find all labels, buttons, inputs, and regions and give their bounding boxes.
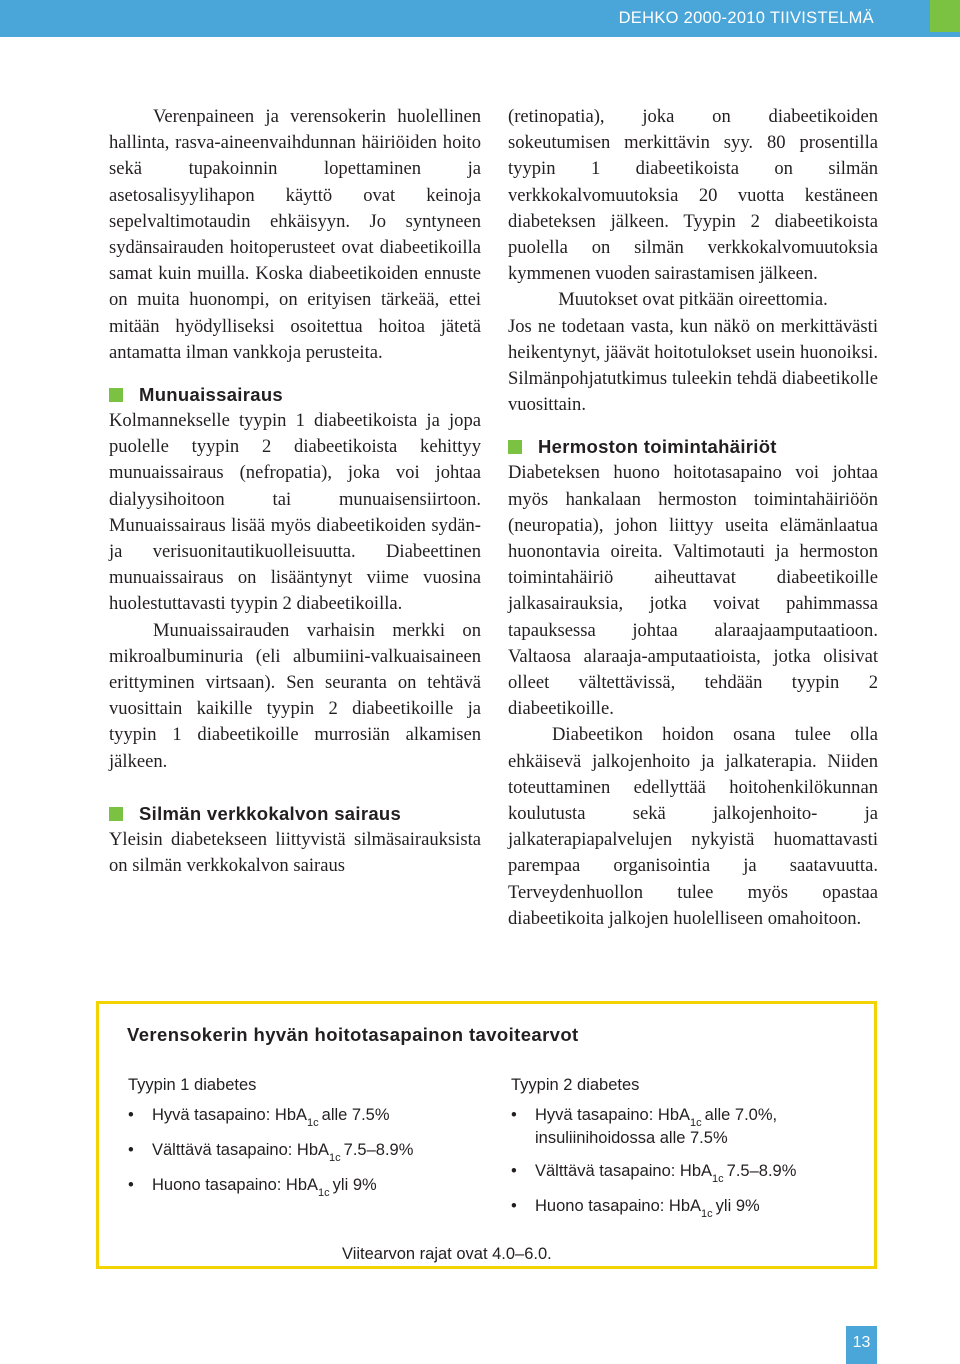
item-value: alle 7.5%	[321, 1106, 390, 1124]
header-bar	[0, 0, 960, 37]
paragraph: Diabeteksen huono hoitotasapaino voi johtaa myös hankalaan hermoston toimintahäiriöön (neuropatia), johon liittyy useita elämänlaatua huonontavia oireita. Valtimotauti ja hermoston toimintahäiriö aiheuttavat diabeetikoille jalkasairauksia, jotka voivat pahimmassa tapauksessa johtaa alaraajaamputaatioon. Valtaosa alaraaja-amputaatioista, jotka olisivat olleet vältettävissä, tehdään tyypin 2 diabeetikoille.	[508, 462, 878, 720]
paragraph: (retinopatia), joka on diabeetikoiden sokeutumisen merkittävin syy. 80 prosentilla tyypin 1 diabeetikoista on silmän verkkokalvomuutoksia 20 vuotta kestäneen diabeteksen jälkeen. Tyypin 2 diabeetikoista puolella on silmän verkkokalvomuutoksia kymmenen vuoden sairastamisen jälkeen.	[508, 106, 878, 285]
paragraph: Diabeetikon hoidon osana tulee olla ehkäisevä jalkojenhoito ja jalkaterapia. Niiden toteuttaminen edellyttää hoitohenkilökunnan koulutusta sekä jalkojenhoito- ja jalkaterapiapalvelujen nykyistä huomattavasti parempaa organisointia ja saatavuutta. Terveydenhuollon tulee myös opastaa diabeetikoita jalkojen huolelliseen omahoitoon.	[508, 724, 878, 929]
section-heading-text: Silmän verkkokalvon sairaus	[139, 802, 402, 824]
section-heading-text: Munuaissairaus	[139, 384, 284, 406]
item-value: yli 9%	[332, 1176, 377, 1194]
paragraph: Yleisin diabetekseen liittyvistä silmäsairauksista on silmän verkkokalvon sairaus	[109, 828, 481, 877]
paragraph: Kolmannekselle tyypin 1 diabeetikoista ja jopa puolelle tyypin 2 diabeetikoista kehittyy munuaissairaus (nefropatia), joka voi johtaa dialyysihoitoon tai munuaisensiirtoon. Munuaissairaus lisää myös diabeetikoiden sydän- ja verisuonitautikuolleisuutta. Diabeettinen munuaissairaus on lisääntynyt viime vuosina huolestuttavasti tyypin 2 diabeetikoilla.	[109, 410, 481, 615]
list-item	[511, 1196, 851, 1219]
item-text: Hyvä tasapaino: HbA	[535, 1106, 691, 1124]
corner-accent	[930, 0, 960, 32]
subscript: 1c	[701, 1208, 713, 1220]
list-item	[128, 1175, 468, 1198]
paragraph: Jos ne todetaan vasta, kun näkö on merkittävästi heikentynyt, jäävät hoitotulokset usein huonoiksi. Silmänpohjatutkimus tuleekin tehdä diabeetikolle vuosittain.	[508, 315, 878, 416]
paragraph: Munuaissairauden varhaisin merkki on mikroalbuminuria (eli albumiini-valkuaisaineen erittyminen virtsaan). Sen seuranta on tehtävä vuosittain kaikille tyypin 2 diabeetikoille ja tyypin 1 diabeetikoille murrosiän alkamisen jälkeen.	[109, 619, 481, 772]
left-column	[109, 104, 481, 879]
item-text: Välttävä tasapaino: HbA	[535, 1162, 713, 1180]
section-heading-silman-verkkokalvo	[109, 801, 481, 827]
intro-paragraph: Verenpaineen ja verensokerin huolellinen hallinta, rasva-aineenvaihdunnan häiriöiden hoito sekä tupakoinnin lopettaminen ja asetosalisyylihapon käyttö ovat keinoja sepelvaltimotaudin ehkäisyyn. Jo syntyneen sydänsairauden hoitoperusteet ovat diabeetikoilla samat kuin muilla. Koska diabeetikoiden ennuste on muita huonompi, on erityisen tärkeää, ettei mitään hyödylliseksi osoitettua hoitoa jätetä antamatta ilman vankkoja perusteita.	[109, 106, 481, 363]
paragraph-centered: Muutokset ovat pitkään oireettomia.	[558, 289, 828, 311]
list-item	[511, 1105, 851, 1149]
type2-column	[511, 1076, 851, 1231]
type1-column	[128, 1076, 468, 1210]
item-value: alle 7.0%, insuliinihoidossa alle 7.5%	[535, 1106, 778, 1147]
item-value: 7.5–8.9%	[343, 1141, 414, 1159]
subscript: 1c	[318, 1187, 330, 1199]
section-heading-hermosto	[508, 434, 878, 460]
subscript: 1c	[329, 1152, 341, 1164]
right-column	[508, 104, 878, 932]
section-heading-text: Hermoston toimintahäiriöt	[538, 436, 777, 458]
subscript: 1c	[307, 1117, 319, 1129]
list-item	[128, 1140, 468, 1163]
item-value: 7.5–8.9%	[726, 1162, 797, 1180]
target-values-box	[96, 1001, 877, 1269]
subscript: 1c	[690, 1117, 702, 1129]
type1-list	[128, 1105, 468, 1198]
page-number: 13	[846, 1326, 877, 1364]
subscript: 1c	[712, 1173, 724, 1185]
type2-list	[511, 1105, 851, 1219]
item-text: Huono tasapaino: HbA	[152, 1176, 319, 1194]
list-item	[128, 1105, 468, 1128]
item-value: yli 9%	[715, 1197, 760, 1215]
box-footer-note: Viitearvon rajat ovat 4.0–6.0.	[342, 1245, 552, 1263]
item-text: Huono tasapaino: HbA	[535, 1197, 702, 1215]
type2-heading: Tyypin 2 diabetes	[511, 1076, 640, 1094]
item-text: Välttävä tasapaino: HbA	[152, 1141, 330, 1159]
header-title: DEHKO 2000-2010 TIIVISTELMÄ	[618, 9, 874, 27]
list-item	[511, 1161, 851, 1184]
section-heading-munuaissairaus	[109, 382, 481, 408]
green-square-bullet-icon	[508, 440, 522, 454]
box-title: Verensokerin hyvän hoitotasapainon tavoitearvot	[127, 1024, 579, 1045]
green-square-bullet-icon	[109, 807, 123, 821]
item-text: Hyvä tasapaino: HbA	[152, 1106, 308, 1124]
type1-heading: Tyypin 1 diabetes	[128, 1076, 257, 1094]
green-square-bullet-icon	[109, 388, 123, 402]
